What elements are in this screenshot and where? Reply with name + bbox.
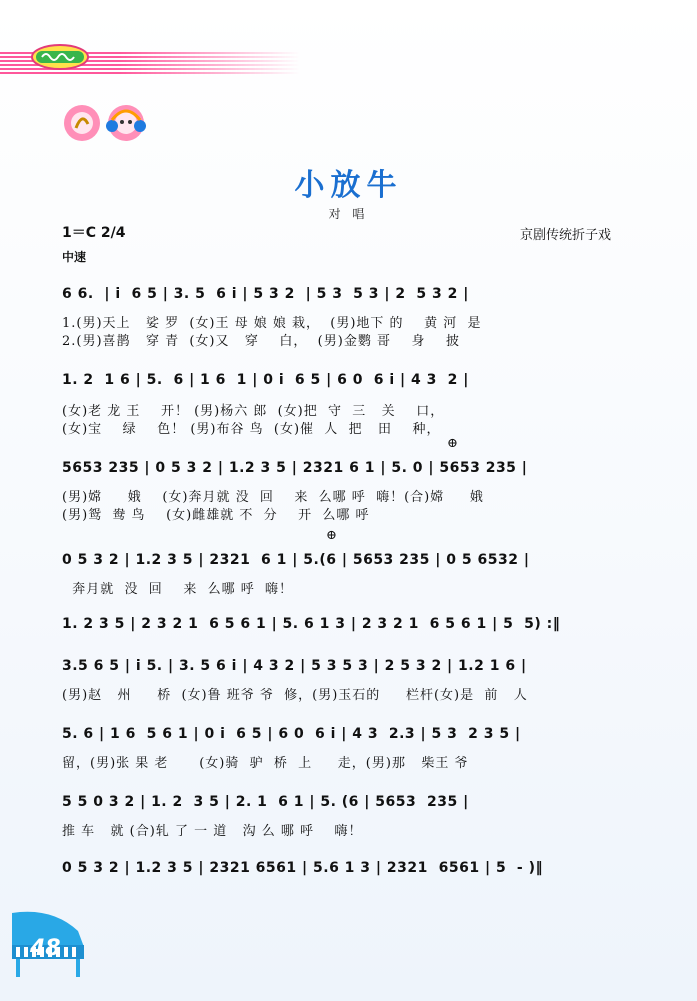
score-line: 0 5 3 2 | 1.2 3 5 | 2321 6561 | 5.6 1 3 | 2321 6561 | 5 - )‖ xyxy=(62,860,544,876)
lyric-line: 推 车 就 (合)轧 了 一 道 沟 么 哪 呼 嗨！ xyxy=(62,824,363,839)
score-line: 6 6. | i 6 5 | 3. 5 6 i | 5 3 2 | 5 3 5 3 | 2 5 3 2 | xyxy=(62,286,469,302)
score-line: 5653 235 | 0 5 3 2 | 1.2 3 5 | 2321 6 1 | 5. 0 | 5653 235 | xyxy=(62,460,528,476)
tempo-marking: 中速 xyxy=(62,250,87,264)
lyric-line: (男)赵 州 桥 (女)鲁 班爷 爷 修，(男)玉石的 栏杆(女)是 前 人 xyxy=(62,688,528,703)
song-source: 京剧传统折子戏 xyxy=(519,228,611,243)
lyric-line: (女)宝 绿 色！ (男)布谷 鸟 (女)催 人 把 田 种， xyxy=(62,422,441,437)
score-line: 1. 2 3 5 | 2 3 2 1 6 5 6 1 | 5. 6 1 3 | 2 3 2 1 6 5 6 1 | 5 5) :‖ xyxy=(62,616,561,632)
lyric-line: (女)老 龙 王 开！ (男)杨六 郎 (女)把 守 三 关 口， xyxy=(62,404,445,419)
music-badge-icon xyxy=(28,42,92,72)
song-title: 小放牛 xyxy=(294,168,403,203)
score-line: 1. 2 1 6 | 5. 6 | 1 6 1 | 0 i 6 5 | 6 0 6 i | 4 3 2 | xyxy=(62,372,469,388)
coda-sign-icon: ⊕ xyxy=(447,436,458,451)
characters-icon xyxy=(62,102,152,144)
lyric-line: 1.(男)天上 娑 罗 (女)王 母 娘 娘 栽， (男)地下 的 黄 河 是 xyxy=(62,316,482,331)
lyric-line: 2.(男)喜鹊 穿 青 (女)又 穿 白， (男)金鹦 哥 身 披 xyxy=(62,334,461,349)
lyric-line: (男)鸳 鸯 鸟 (女)雌雄就 不 分 开 么哪 呼 xyxy=(62,508,370,523)
score-line: 5. 6 | 1 6 5 6 1 | 0 i 6 5 | 6 0 6 i | 4 3 2.3 | 5 3 2 3 5 | xyxy=(62,726,521,742)
score-line: 3.5 6 5 | i 5. | 3. 5 6 i | 4 3 2 | 5 3 5 3 | 2 5 3 2 | 1.2 1 6 | xyxy=(62,658,527,674)
score-line: 5 5 0 3 2 | 1. 2 3 5 | 2. 1 6 1 | 5. (6 | 5653 235 | xyxy=(62,794,469,810)
page-number: 48 xyxy=(30,936,61,961)
lyric-line: (男)嫦 娥 (女)奔月就 没 回 来 么哪 呼 嗨！(合)嫦 娥 xyxy=(62,490,484,505)
score-line: 0 5 3 2 | 1.2 3 5 | 2321 6 1 | 5.(6 | 5653 235 | 0 5 6532 | xyxy=(62,552,530,568)
coda-sign-icon: ⊕ xyxy=(326,528,337,543)
lyric-line: 奔月就 没 回 来 么哪 呼 嗨！ xyxy=(62,582,293,597)
lyric-line: 留，(男)张 果 老 (女)骑 驴 桥 上 走，(男)那 柴王 爷 xyxy=(62,756,469,771)
key-signature: 1＝C 2/4 xyxy=(62,225,126,241)
song-subtitle: 对 唱 xyxy=(328,207,369,221)
